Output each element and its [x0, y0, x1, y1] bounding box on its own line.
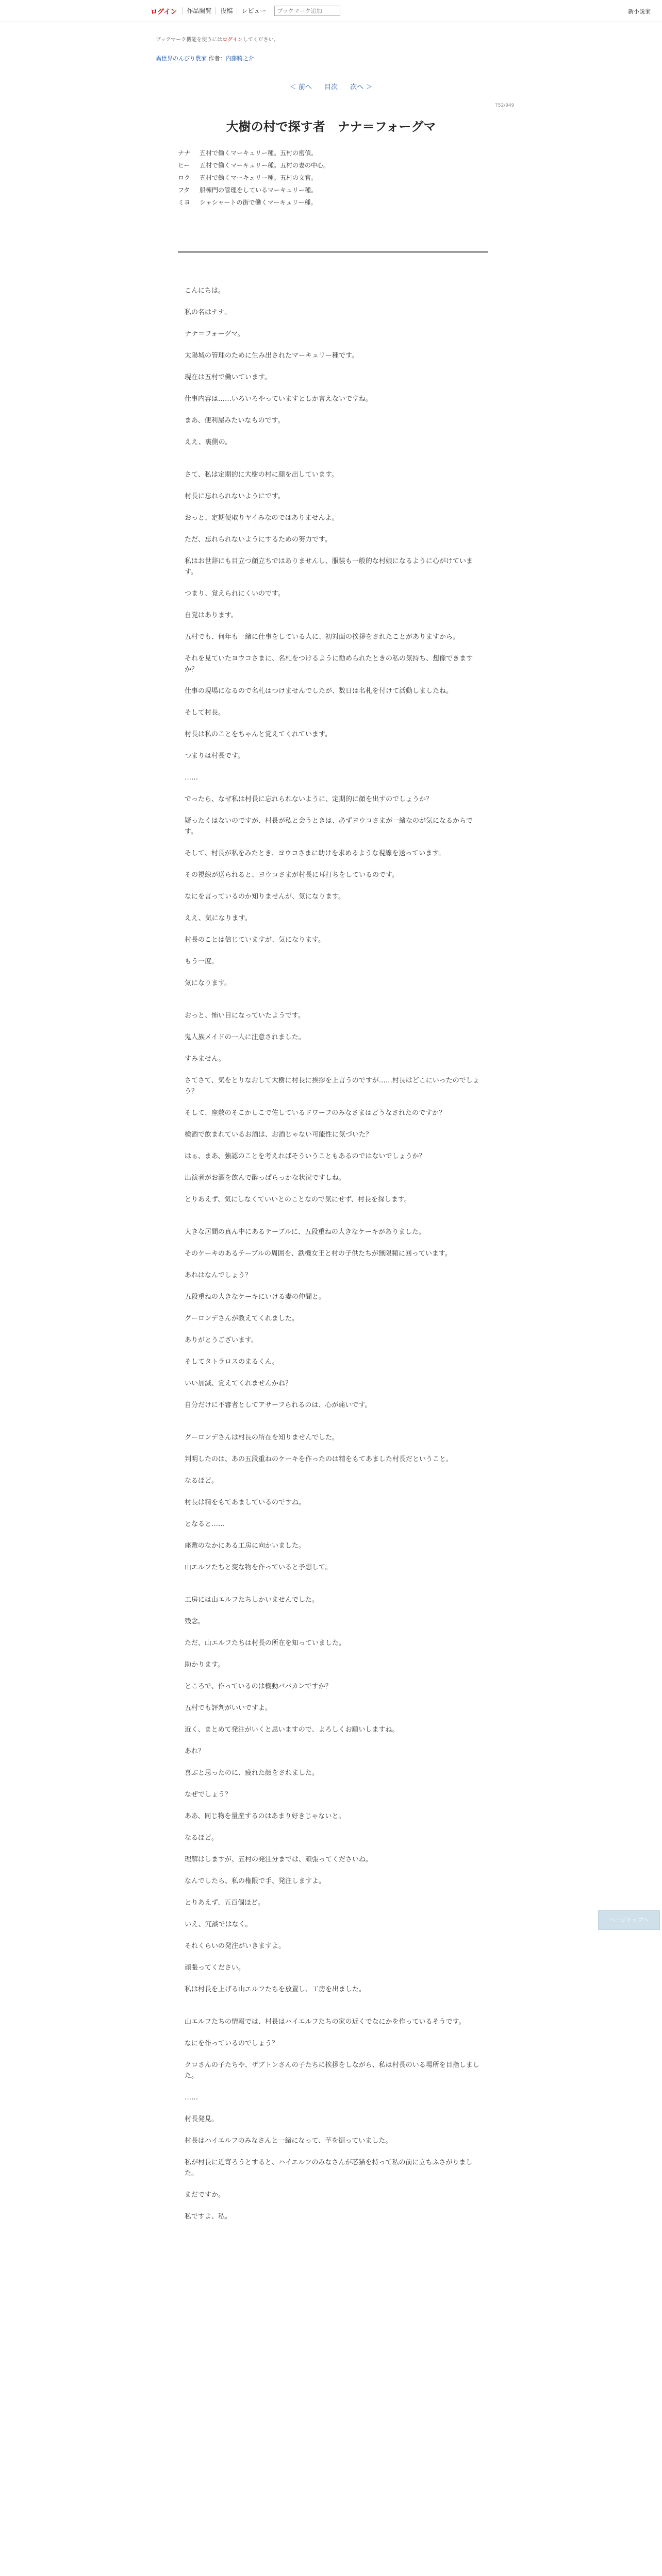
- body-paragraph: [185, 1952, 484, 1962]
- body-paragraph: [185, 2179, 484, 2190]
- body-paragraph: ええ、気になります。: [185, 914, 252, 922]
- body-paragraph: 村長に忘れられないようにです。: [185, 493, 285, 500]
- roster-name: ロク: [178, 174, 191, 181]
- body-paragraph: [185, 1649, 484, 1659]
- body-paragraph: 大きな居間の真ん中にあるテーブルに、五段重ねの大きなケーキがありました。: [185, 1228, 425, 1236]
- body-paragraph: [185, 1778, 484, 1789]
- body-paragraph: はぁ、まあ、強認のことを考えればそういうこともあるのではないでしょうか？: [185, 1153, 426, 1160]
- body-paragraph: [185, 2006, 484, 2016]
- body-paragraph: 私が村長に近寄ろうとすると、ハイエルフのみなさんが芯猫を持って私の前に立ちふさがりました。: [185, 2159, 473, 2177]
- body-paragraph: すみません。: [185, 1055, 225, 1063]
- body-paragraph: そのケーキのあるテーブルの周囲を、鉄機女王と村の子供たちが無限頻に回っています。: [185, 1250, 452, 1258]
- body-paragraph: 気になります。: [185, 979, 231, 987]
- body-paragraph: 村長は私のことをちゃんと覚えてくれています。: [185, 731, 332, 738]
- body-paragraph: なるほど。: [185, 1477, 219, 1485]
- body-paragraph: [185, 523, 484, 534]
- body-paragraph: [185, 783, 484, 794]
- body-paragraph: ……: [185, 774, 198, 782]
- body-paragraph: [185, 924, 484, 935]
- body-paragraph: こんにちは。: [185, 287, 225, 295]
- roster-name: ヒー: [178, 162, 190, 169]
- body-paragraph: [185, 675, 484, 686]
- body-paragraph: つまりは村長です。: [185, 752, 244, 760]
- body-paragraph: なんでしたら、私の権限で手、発注しますよ。: [185, 1877, 326, 1885]
- body-paragraph: [185, 945, 484, 956]
- preface-divider: [178, 251, 488, 253]
- body-paragraph: グーロンデさんが教えてくれました。: [185, 1315, 299, 1323]
- notice-prefix: ブックマーク機能を使うには: [156, 37, 223, 43]
- nav-link-browse[interactable]: 作品閲覧: [182, 7, 216, 14]
- body-paragraph: さてさて、気をとりなおして大樹に村長に挨拶を上言うのですが……村長はどこにいったのでしょう？: [185, 1077, 479, 1095]
- body-paragraph: 自分だけに不審者としてアサーフられるのは、心が痛いです。: [185, 1401, 372, 1409]
- body-paragraph: [185, 480, 484, 491]
- body-paragraph: [185, 1605, 484, 1616]
- body-paragraph: [185, 967, 484, 978]
- body-paragraph: [185, 2049, 484, 2060]
- body-paragraph: [185, 426, 484, 437]
- body-paragraph: その視線が送られると、ヨウコさまが村長に耳打ちをしているのです。: [185, 871, 399, 879]
- body-paragraph: [185, 1324, 484, 1335]
- body-paragraph: 鬼人族メイドの一人に注意されました。: [185, 1033, 305, 1041]
- body-paragraph: [185, 1346, 484, 1357]
- body-paragraph: [185, 1887, 484, 1897]
- body-paragraph: ナナ＝フォーグマ。: [185, 330, 244, 338]
- body-paragraph: [185, 599, 484, 610]
- body-paragraph: [185, 1259, 484, 1270]
- body-paragraph: [185, 989, 484, 999]
- body-paragraph: [185, 1238, 484, 1248]
- breadcrumb: [156, 54, 254, 62]
- body-paragraph: [185, 1908, 484, 1919]
- body-paragraph: [185, 2146, 484, 2157]
- body-paragraph: [185, 2103, 484, 2114]
- roster-desc: 五村で働くマーキュリー種。五村の文官。: [200, 174, 318, 181]
- body-paragraph: 山エルフたちと変な物を作っていると予想して。: [185, 1564, 332, 1571]
- body-paragraph: [185, 1486, 484, 1497]
- body-paragraph: おっと、定期便取りヤイみなのではありませんよ。: [185, 514, 339, 522]
- body-paragraph: 現在は五村で働いています。: [185, 374, 271, 381]
- body-paragraph: [185, 1097, 484, 1108]
- body-paragraph: 判明したのは、あの五段重ねのケーキを作ったのは精をもてあました村長だということ。: [185, 1455, 453, 1463]
- body-paragraph: もう一度。: [185, 958, 219, 965]
- body-paragraph: [185, 1443, 484, 1454]
- body-paragraph: 私は村長を上げる山エルフたちを放置し、工房を出ました。: [185, 1986, 366, 1993]
- roster-desc: シャシャートの街で働くマーキュリー種。: [200, 199, 317, 206]
- body-paragraph: [185, 340, 484, 350]
- body-paragraph: [185, 448, 484, 459]
- body-paragraph: [185, 1043, 484, 1054]
- body-paragraph: [185, 1551, 484, 1562]
- body-paragraph: 村長はハイエルフのみなさんと一緒になって、芋を掘っていました。: [185, 2137, 392, 2145]
- body-paragraph: 私はお世辞にも目立つ顔立ちではありませんし、服装も一般的な村娘になるように心がけています。: [185, 557, 473, 576]
- body-paragraph: いい加減、覚えてくれませんかね？: [185, 1380, 292, 1387]
- body-paragraph: [185, 2125, 484, 2136]
- body-paragraph: [185, 1735, 484, 1746]
- top-bar: [0, 0, 662, 22]
- body-paragraph: [185, 1865, 484, 1876]
- body-paragraph: 五村でも、何年も一緒に仕事をしている人に、初対面の挨拶をされたことがありますから。: [185, 633, 460, 641]
- roster-desc: 五村で働くマーキュリー種。五村の妻の中心。: [200, 162, 330, 169]
- body-paragraph: なにを作っているのでしょう？: [185, 2040, 279, 2047]
- body-paragraph: 工房には山エルフたちしかいませんでした。: [185, 1596, 319, 1604]
- body-paragraph: [185, 1465, 484, 1476]
- body-paragraph: 村長は精をもてあましているのですね。: [185, 1499, 306, 1506]
- body-paragraph: [185, 718, 484, 729]
- body-paragraph: [185, 1216, 484, 1227]
- body-paragraph: [185, 1692, 484, 1703]
- body-paragraph: [185, 1584, 484, 1595]
- nav-link-post[interactable]: 投稿: [216, 7, 237, 14]
- series-link[interactable]: 異世界のんびり農家: [156, 55, 207, 62]
- body-paragraph: [185, 1389, 484, 1400]
- body-paragraph: ありがとうございます。: [185, 1336, 258, 1344]
- character-roster: [178, 147, 329, 209]
- body-paragraph: 頑張ってください。: [185, 1964, 245, 1972]
- body-paragraph: 理解はしますが、五村の発注分までは、頑張ってくださいね。: [185, 1856, 373, 1863]
- body-paragraph: 太陽城の管理のために生み出されたマーキュリー種です。: [185, 352, 358, 360]
- body-paragraph: 五段重ねの大きなケーキにいける妻の仲間と。: [185, 1293, 326, 1301]
- body-paragraph: クロさんの子たちや、ザブトンさんの子たちに挨拶をしながら、私は村長のいる場所を目指しました。: [185, 2061, 479, 2080]
- body-paragraph: [185, 1995, 484, 2006]
- body-paragraph: [185, 740, 484, 751]
- body-paragraph: [185, 459, 484, 469]
- episode-body: [185, 285, 484, 2222]
- body-paragraph: [185, 1973, 484, 1984]
- body-paragraph: 私ですよ、私。: [185, 2213, 232, 2221]
- body-paragraph: 疑ったくはないのですが、村長が私と会うときは、必ずヨウコさまが一緒なのが気になるからです。: [185, 817, 473, 836]
- body-paragraph: それくらいの発注がいきますよ。: [185, 1942, 286, 1950]
- body-paragraph: とりあえず、五百個ほど。: [185, 1899, 264, 1907]
- roster-row: [178, 159, 329, 172]
- body-paragraph: [185, 2200, 484, 2211]
- body-paragraph: 仕事の現場になるので名札はつけませんでしたが、数日は名札を付けて活動しましたね。: [185, 687, 453, 695]
- body-paragraph: ああ、同じ物を量産するのはあまり好きじゃないと。: [185, 1812, 345, 1820]
- body-paragraph: ただ、忘れられないようにするための努力です。: [185, 536, 332, 544]
- body-paragraph: [185, 1843, 484, 1854]
- body-paragraph: [185, 1302, 484, 1313]
- body-paragraph: 村長のことは信じていますが、気になります。: [185, 936, 325, 944]
- body-paragraph: 助かります。: [185, 1661, 224, 1669]
- roster-row: [178, 147, 329, 159]
- body-paragraph: [185, 1530, 484, 1540]
- body-paragraph: [185, 1800, 484, 1811]
- body-paragraph: 仕事内容は……いろいろやっていますとしか言えないですね。: [185, 395, 373, 403]
- body-paragraph: [185, 1118, 484, 1129]
- body-paragraph: あれ？: [185, 1748, 205, 1755]
- body-paragraph: [185, 1670, 484, 1681]
- body-paragraph: [185, 761, 484, 772]
- body-paragraph: ええ、裏側の。: [185, 438, 232, 446]
- body-paragraph: ところで、作っているのは機動ババカンですか？: [185, 1683, 332, 1690]
- body-paragraph: [185, 502, 484, 513]
- body-paragraph: なにを言っているのか知りませんが、気になります。: [185, 893, 345, 901]
- body-paragraph: ……: [185, 2094, 198, 2102]
- notice-suffix: してください。: [242, 37, 279, 43]
- body-paragraph: なぜでしょう？: [185, 1791, 232, 1799]
- body-paragraph: [185, 805, 484, 816]
- author-label: 作者：: [208, 55, 226, 62]
- body-paragraph: 近く、まとめて発注がいくと思いますので、よろしくお願いしますね。: [185, 1726, 399, 1734]
- body-paragraph: [185, 361, 484, 372]
- episode-pager-top: [0, 81, 662, 91]
- body-paragraph: いえ、冗談ではなく。: [185, 1921, 252, 1928]
- body-paragraph: そしてタトラロスのまるくん。: [185, 1358, 279, 1366]
- body-paragraph: [185, 1627, 484, 1638]
- body-paragraph: 座敷のなかにある工房に向かいました。: [185, 1542, 306, 1550]
- body-paragraph: [185, 578, 484, 588]
- body-paragraph: 残念。: [185, 1618, 205, 1625]
- body-paragraph: [185, 621, 484, 632]
- body-paragraph: [185, 642, 484, 653]
- roster-name: フタ: [178, 187, 190, 194]
- body-paragraph: [185, 1411, 484, 1421]
- body-paragraph: あれはなんでしょう？: [185, 1272, 252, 1279]
- body-paragraph: そして村長。: [185, 709, 225, 717]
- body-paragraph: でったら、なぜ私は村長に忘れられないように、定期的に顔を出すのでしょうか？: [185, 795, 433, 803]
- body-paragraph: 喜ぶと思ったのに、疲れた顔をされました。: [185, 1769, 319, 1777]
- body-paragraph: なるほど。: [185, 1834, 219, 1842]
- body-paragraph: [185, 837, 484, 848]
- body-paragraph: [185, 296, 484, 307]
- body-paragraph: となると……: [185, 1520, 225, 1528]
- body-paragraph: [185, 1281, 484, 1292]
- body-paragraph: つまり、覚えられにくいのです。: [185, 590, 285, 598]
- body-paragraph: [185, 1822, 484, 1833]
- body-paragraph: [185, 404, 484, 415]
- body-paragraph: 山エルフたちの情報では、村長はハイエルフたちの家の近くでなにかを作っているそうです。: [185, 2018, 466, 2026]
- roster-desc: 五村で働くマーキュリー種。五村の密偵。: [200, 149, 318, 157]
- body-paragraph: 私の名はナナ。: [185, 309, 231, 316]
- nav-link-review[interactable]: レビュー: [237, 7, 270, 14]
- author-link[interactable]: 内藤騎之介: [225, 55, 254, 62]
- body-paragraph: [185, 1183, 484, 1194]
- body-paragraph: [185, 1421, 484, 1432]
- body-paragraph: まだですか。: [185, 2191, 225, 2199]
- body-paragraph: [185, 1021, 484, 1032]
- roster-name: ミヨ: [178, 199, 191, 206]
- body-paragraph: 村長発見。: [185, 2115, 219, 2123]
- body-paragraph: [185, 545, 484, 556]
- bookmark-notice: [156, 35, 279, 43]
- body-paragraph: [185, 999, 484, 1010]
- login-link[interactable]: ログイン: [151, 8, 177, 16]
- body-paragraph: そして、村長が私をみたとき、ヨウコさまに助けを求めるような視線を送っています。: [185, 850, 445, 857]
- roster-desc: 船棟門の管理をしているマーキュリー種。: [200, 187, 318, 194]
- body-paragraph: [185, 1064, 484, 1075]
- bookmark-input[interactable]: [274, 6, 340, 16]
- body-paragraph: とりあえず、気にしなくていいとのことなので気にせず、村長を探します。: [185, 1196, 411, 1204]
- body-paragraph: そして、座敷のそこかしこで佐しているドワーフのみなさまはどうなされたのですか？: [185, 1109, 446, 1117]
- prev-episode-link[interactable]: ＜ 前へ: [289, 83, 312, 91]
- roster-row: [178, 196, 329, 209]
- page-top-button[interactable]: ページトップへ: [598, 1910, 660, 1930]
- roster-name: ナナ: [178, 149, 191, 157]
- site-title-link[interactable]: 新小説家: [628, 8, 651, 15]
- body-paragraph: ただ、山エルフたちは村長の所在を知っていました。: [185, 1639, 346, 1647]
- notice-login-link[interactable]: ログイン: [222, 37, 243, 43]
- body-paragraph: [185, 1367, 484, 1378]
- body-paragraph: [185, 1573, 484, 1584]
- body-paragraph: 出演者がお酒を飲んで酔っぱらっかな状況ですしね。: [185, 1174, 346, 1182]
- body-paragraph: [185, 697, 484, 707]
- episode-title: 大樹の村で探す者 ナナ＝フォーグマ: [226, 120, 436, 134]
- body-paragraph: [185, 902, 484, 913]
- body-paragraph: [185, 1714, 484, 1724]
- body-paragraph: 五村でも評判がいいですよ。: [185, 1704, 272, 1712]
- body-paragraph: [185, 1162, 484, 1173]
- body-paragraph: [185, 2027, 484, 2038]
- episode-number: 752/949: [495, 103, 515, 108]
- body-paragraph: [185, 880, 484, 891]
- body-paragraph: [185, 2081, 484, 2092]
- body-paragraph: [185, 318, 484, 329]
- next-episode-link[interactable]: 次へ ＞: [350, 83, 373, 91]
- body-paragraph: 自覚はあります。: [185, 612, 238, 619]
- body-paragraph: [185, 1205, 484, 1216]
- body-paragraph: [185, 1508, 484, 1519]
- body-paragraph: [185, 383, 484, 394]
- body-paragraph: [185, 1757, 484, 1768]
- body-paragraph: まあ、便利屋みたいなものです。: [185, 417, 285, 425]
- body-paragraph: [185, 1930, 484, 1941]
- top-bar-inner: [151, 0, 340, 22]
- body-paragraph: [185, 1140, 484, 1151]
- body-paragraph: おっと、怖い目になっていたようです。: [185, 1012, 305, 1020]
- body-paragraph: [185, 859, 484, 870]
- body-paragraph: グーロンデさんは村長の所在を知りませんでした。: [185, 1434, 339, 1442]
- roster-row: [178, 172, 329, 184]
- body-paragraph: それを見ていたヨウコさまに、名札をつけるように勧められたときの私の気持ち、想像できますか？: [185, 655, 473, 673]
- body-paragraph: 検酒で飲まれているお酒は、お酒じゃない可能性に気づいた？: [185, 1131, 373, 1139]
- body-paragraph: さて、私は定期的に大樹の村に顔を出しています。: [185, 471, 338, 479]
- roster-row: [178, 184, 329, 196]
- toc-link[interactable]: 目次: [324, 83, 338, 91]
